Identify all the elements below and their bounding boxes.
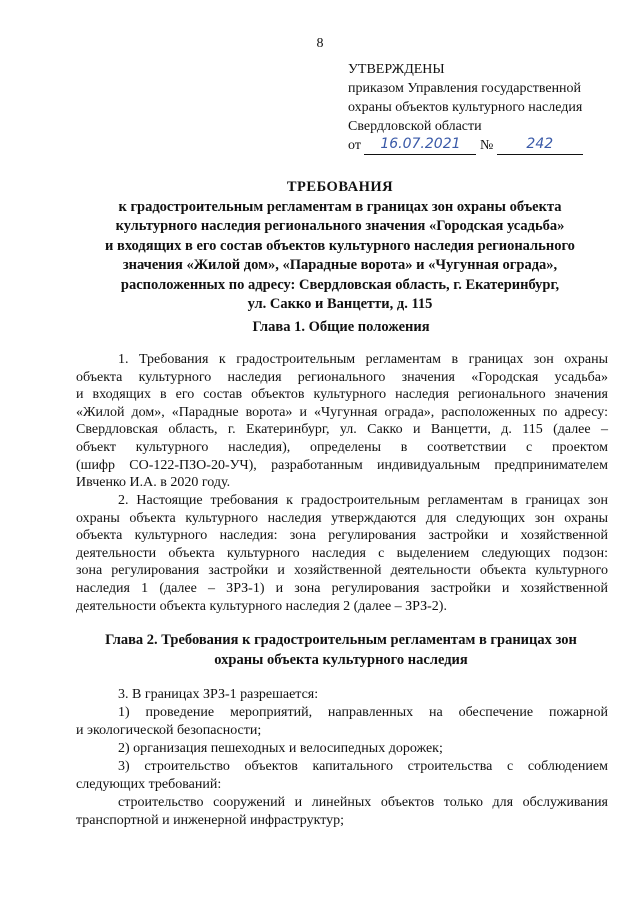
- chapter-2-heading: [76, 631, 606, 670]
- number-prefix: №: [479, 138, 494, 153]
- page-number: 8: [316, 36, 324, 51]
- paragraph-line: охраны объекта культурного наследия утверждаются для следующих зон охраны: [76, 510, 608, 526]
- date-prefix: от: [348, 138, 361, 153]
- handwritten-date: 16.07.2021: [380, 136, 461, 152]
- list-item-2: [76, 740, 608, 758]
- approval-line: Свердловской области: [348, 119, 482, 134]
- paragraph-line: следующих требований:: [76, 776, 222, 792]
- approval-block: [348, 60, 618, 155]
- title-line: ул. Сакко и Ванцетти, д. 115: [247, 296, 433, 312]
- paragraph-line: транспортной и инженерной инфраструктур;: [76, 812, 345, 828]
- approval-line: приказом Управления государственной: [348, 81, 582, 96]
- paragraph-line: объекта культурного наследия: зона регулирования застройки и хозяйственной: [76, 528, 608, 544]
- paragraph-line: деятельности объекта культурного наследия 2 (далее – ЗРЗ-2).: [76, 598, 447, 614]
- paragraph-line: Свердловская область, г. Екатеринбург, ул. Сакко и Ванцетти, д. 115 (далее –: [76, 422, 608, 438]
- list-item-3a: [76, 794, 608, 829]
- paragraph-line: Ивченко И.А. в 2020 году.: [76, 475, 231, 491]
- title-line: расположенных по адресу: Свердловская область, г. Екатеринбург,: [120, 276, 560, 293]
- date-field: [364, 137, 476, 155]
- approval-line: охраны объектов культурного наследия: [348, 100, 583, 115]
- title-line: значения «Жилой дом», «Парадные ворота» и «Чугунная ограда»,: [122, 257, 558, 273]
- paragraph-line: 1) проведение мероприятий, направленных на обеспечение пожарной: [118, 705, 608, 720]
- handwritten-number: 242: [526, 136, 554, 152]
- paragraph-line: 3) строительство объектов капитального строительства с соблюдением: [118, 759, 608, 774]
- paragraph-line: 2. Настоящие требования к градостроительным регламентам в границах зон: [118, 493, 608, 508]
- number-field: [497, 137, 583, 155]
- paragraph-line: объект культурного наследия), определены в соответствии с проектом: [76, 439, 608, 455]
- list-item-1: [76, 704, 608, 739]
- paragraph-line: 2) организация пешеходных и велосипедных дорожек;: [118, 741, 443, 756]
- paragraph-2: [76, 492, 608, 615]
- list-item-3: [76, 758, 608, 793]
- paragraph-line: деятельности объекта культурного наследия с выделением следующих подзон:: [76, 545, 608, 561]
- paragraph-line: зона регулирования застройки и хозяйственной деятельности объекта культурного: [76, 563, 608, 579]
- paragraph-1: [76, 351, 608, 492]
- approval-date-line: [348, 136, 618, 155]
- chapter-1-heading: Глава 1. Общие положения: [252, 319, 430, 335]
- paragraph-line: наследия 1 (далее – ЗРЗ-1) и зона регулирования застройки и хозяйственной: [76, 580, 608, 596]
- paragraph-line: строительство сооружений и линейных объектов только для обслуживания: [118, 795, 608, 810]
- paragraph-line: 3. В границах ЗРЗ-1 разрешается:: [118, 687, 319, 702]
- approval-heading: УТВЕРЖДЕНЫ: [348, 62, 445, 77]
- paragraph-3: [76, 686, 608, 704]
- paragraph-line: и входящих в его состав объектов культурного наследия регионального значения: [76, 387, 608, 403]
- document-title: [80, 178, 600, 315]
- paragraph-line: (шифр СО-122-ПЗО-20-УЧ), разработанным индивидуальным предпринимателем: [76, 457, 608, 473]
- paragraph-line: объекта культурного наследия регионального значения «Городская усадьба»: [76, 369, 608, 385]
- paragraph-line: и экологической безопасности;: [76, 722, 262, 738]
- paragraph-line: «Жилой дом», «Парадные ворота» и «Чугунная ограда», расположенных по адресу:: [76, 404, 608, 420]
- title-line: и входящих в его состав объектов культурного наследия регионального: [105, 237, 575, 254]
- title-line: к градостроительным регламентам в границах зон охраны объекта: [118, 198, 562, 215]
- title-heading: ТРЕБОВАНИЯ: [286, 179, 394, 195]
- paragraph-line: 1. Требования к градостроительным регламентам в границах зон охраны: [118, 352, 608, 367]
- chapter-2-heading-line: Глава 2. Требования к градостроительным регламентам в границах зон: [105, 632, 577, 648]
- title-line: культурного наследия регионального значения «Городская усадьба»: [115, 218, 565, 234]
- chapter-2-heading-line: охраны объекта культурного наследия: [214, 651, 468, 668]
